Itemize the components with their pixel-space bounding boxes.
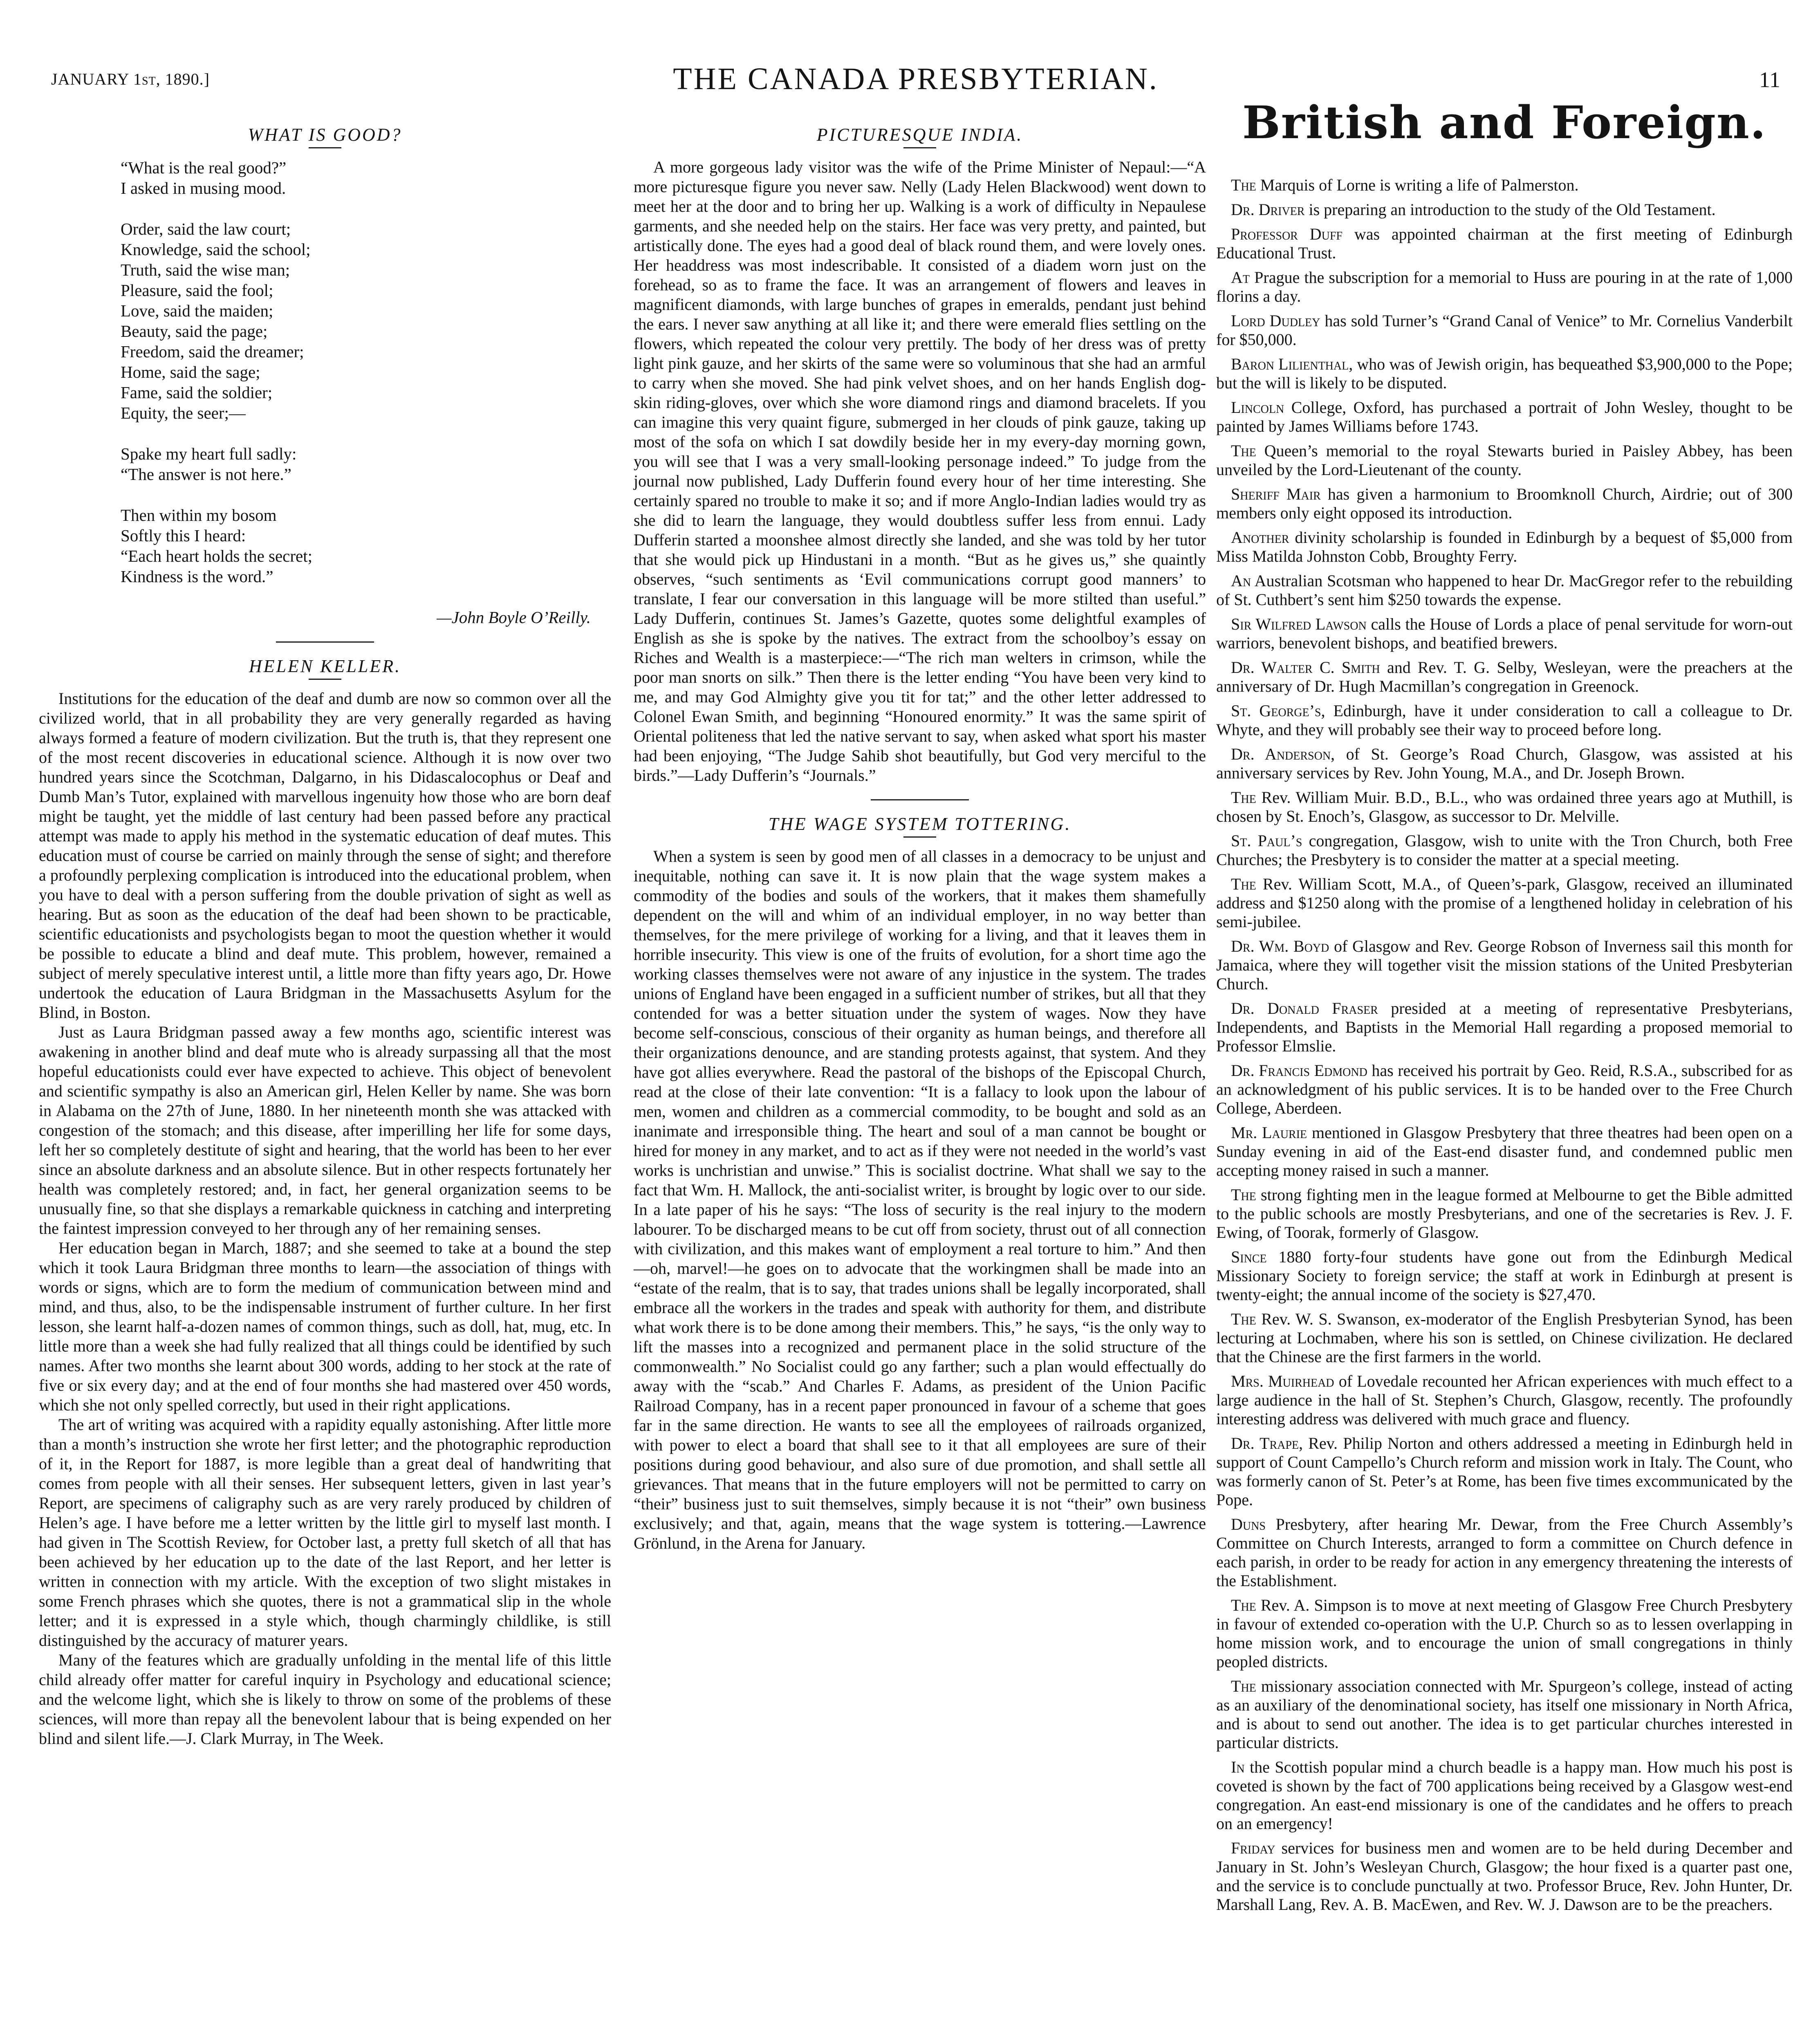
- news-item: [1216, 200, 1793, 219]
- news-item-text: divinity scholarship is founded in Edinburgh by a bequest of $5,000 from Miss Matilda Johnston Cobb, Broughty Ferry.: [1216, 528, 1793, 565]
- article-body-picturesque-india: [634, 157, 1206, 785]
- news-item-text: Rev. A. Simpson is to move at next meeting of Glasgow Free Church Presbytery in favour of extended co-operation with the U.P. Church so as to lessen overlapping in home mission work, and to encourage the union of small congregations in thinly peopled districts.: [1216, 1596, 1793, 1671]
- news-item: [1216, 1839, 1793, 1914]
- news-item-text: Presbytery, after hearing Mr. Dewar, from the Free Church Assembly’s Committee on Church Interests, arranged to form a committee on Church defence in each parish, in order to be ready for action in any emergency threatening the interests of the Establishment.: [1216, 1515, 1793, 1590]
- news-item: [1216, 1123, 1793, 1180]
- page-number: 11: [1759, 67, 1780, 92]
- news-item-text: of Glasgow and Rev. George Robson of Inverness sail this month for Jamaica, where they will together visit the mission stations of the United Presbyterian Church.: [1216, 937, 1793, 993]
- news-item-text: Queen’s memorial to the royal Stewarts buried in Paisley Abbey, has been unveiled by the Lord-Lieutenant of the county.: [1216, 442, 1793, 479]
- news-item-text: Rev. Philip Norton and others addressed a meeting in Edinburgh held in support of Count Campello’s Church reform and mission work in Italy. The Count, who was formerly canon of St. Peter’s at Rome, has been five times excommunicated by the Pope.: [1216, 1434, 1793, 1509]
- title-rule: [903, 147, 936, 148]
- news-item-text: 1880 forty-four students have gone out from the Edinburgh Medical Missionary Society to foreign service; the staff at work in Edinburgh at present is twenty-eight; the annual income of the society is $27,470.: [1216, 1248, 1793, 1304]
- news-item-lead: The: [1231, 875, 1256, 893]
- article-body-wage-system: [634, 847, 1206, 1553]
- poem-line: “The answer is not here.”: [121, 465, 291, 484]
- news-item-text: congregation, Glasgow, wish to unite with the Tron Church, both Free Churches; the Presbytery is to consider the matter at a special meeting.: [1216, 831, 1793, 869]
- poem-stanza: [121, 444, 611, 484]
- news-item-lead: Dr. Donald Fraser: [1231, 999, 1378, 1018]
- news-item: [1216, 999, 1793, 1056]
- news-item-text: calls the House of Lords a place of penal servitude for worn-out warriors, benevolent bishops, and beatified brewers.: [1216, 615, 1793, 652]
- news-item-lead: The: [1231, 1596, 1256, 1614]
- poem-line: Then within my bosom: [121, 506, 277, 524]
- news-item-lead: Friday: [1231, 1839, 1275, 1857]
- news-item-text: Edinburgh, have it under consideration to call a colleague to Dr. Whyte, and they will probably see their way to proceed before long.: [1216, 702, 1793, 739]
- poem-line: “Each heart holds the secret;: [121, 547, 312, 565]
- news-item-text: is preparing an introduction to the study of the Old Testament.: [1309, 200, 1716, 219]
- news-item: [1216, 355, 1793, 392]
- poem-stanza: [121, 505, 611, 587]
- title-rule: [903, 836, 936, 838]
- news-item-lead: Mr. Laurie: [1231, 1123, 1307, 1142]
- news-item-text: the Scottish popular mind a church beadle is a happy man. How much his post is coveted is shown by the fact of 700 applications being received by a Glasgow west-end congregation. An east-end missionary is one of the candidates and he offers to preach on an emergency!: [1216, 1758, 1793, 1833]
- news-item: [1216, 937, 1793, 993]
- news-item: [1216, 1372, 1793, 1428]
- poem-line: Pleasure, said the fool;: [121, 281, 273, 300]
- news-item-text: strong fighting men in the league formed at Melbourne to get the Bible admitted to the public schools are mostly Presbyterians, and one of the secretaries is Rev. J. F. Ewing, of Toorak, formerly of Glasgow.: [1216, 1186, 1793, 1242]
- news-item-text: services for business men and women are to be held during December and January in St. John’s Wesleyan Church, Glasgow; the hour fixed is a quarter past one, and the service is to conclude punctually at two. Professor Bruce, Rev. John Hunter, Dr. Marshall Lang, Rev. A. B. MacEwen, and Rev. W. J. Dawson are to be the preachers.: [1216, 1839, 1793, 1914]
- news-item: [1216, 268, 1793, 306]
- news-item-lead: The: [1231, 176, 1256, 194]
- poem-line: Truth, said the wise man;: [121, 260, 290, 279]
- news-item-lead: The: [1231, 1677, 1256, 1695]
- news-item: [1216, 485, 1793, 522]
- column-2: [634, 123, 1206, 1553]
- article-title-picturesque-india: PICTURESQUE INDIA.: [816, 125, 1023, 145]
- news-item: [1216, 312, 1793, 349]
- news-item: [1216, 176, 1793, 195]
- column-3: [1216, 96, 1793, 1920]
- news-item-lead: Baron Lilienthal,: [1231, 355, 1353, 373]
- news-item-lead: St. George’s,: [1231, 702, 1325, 720]
- title-rule: [309, 147, 341, 148]
- poem-line: Kindness is the word.”: [121, 567, 273, 586]
- poem-line: Knowledge, said the school;: [121, 240, 311, 259]
- news-item-text: of Lovedale recounted her African experiences with much effect to a large audience in the hall of St. Stephen’s Church, Glasgow, recently. The profoundly interesting address was delivered with much grace and fluency.: [1216, 1372, 1793, 1428]
- poem-line: “What is the real good?”: [121, 158, 287, 177]
- news-item: [1216, 1515, 1793, 1590]
- news-item-text: Rev. William Scott, M.A., of Queen’s-park, Glasgow, received an illuminated address and $1250 along with the promise of a lengthened holiday in celebration of his semi-jubilee.: [1216, 875, 1793, 931]
- news-item-lead: The: [1231, 442, 1256, 460]
- news-item: [1216, 1186, 1793, 1242]
- news-item: [1216, 1310, 1793, 1366]
- news-item-lead: Professor Duff: [1231, 225, 1343, 243]
- news-item-text: of St. George’s Road Church, Glasgow, was assisted at his anniversary services by Rev. John Young, M.A., and Dr. Joseph Brown.: [1216, 745, 1793, 782]
- news-item-text: College, Oxford, has purchased a portrait of John Wesley, thought to be painted by James Williams before 1743.: [1216, 398, 1793, 435]
- news-item-lead: Another: [1231, 528, 1289, 547]
- news-item: [1216, 615, 1793, 652]
- article-paragraph: The art of writing was acquired with a rapidity equally astonishing. After little more than a month’s instruction she wrote her first letter; and the photographic reproduction of it, in the Report for 1887, is more legible than a great deal of handwriting that comes from people with all their senses. Her subsequent letters, given in last year’s Report, are specimens of caligraphy such as are very rarely produced by children of Helen’s age. I have before me a letter written by the little girl to myself last month. I had given in The Scottish Review, for October last, a pretty full sketch of all that has been achieved by her education up to the date of the last Report, and her letter is written in connection with my article. With the exception of two slight mistakes in some French phrases which she quotes, there is not a grammatical slip in the whole letter; and it is expressed in a style which, though charmingly childlike, is still distinguished by the accuracy of maturer years.: [39, 1415, 611, 1650]
- title-rule: [309, 679, 341, 680]
- news-item-lead: Duns: [1231, 1515, 1266, 1533]
- article-paragraph: When a system is seen by good men of all classes in a democracy to be unjust and inequitable, nothing can save it. It is now plain that the wage system makes a commodity of the bodies and souls of the workers, that it makes them shamefully dependent on the will and whim of an individual employer, in no way better than themselves, for the mere privilege of working for a living, and that it leaves them in horrible insecurity. This view is one of the fruits of evolution, for a short time ago the working classes themselves were not aware of any injustice in the system. The trades unions of England have been engaged in a sufficient number of strikes, but all that they contended for was a better situation under the system of wages. Now they have become self-conscious, conscious of their organity as human beings, and therefore all their organizations denounce, and are standing protests against, that system. And they have got allies everywhere. Read the pastoral of the bishops of the Episcopal Church, read at the close of their late convention: “It is a fallacy to look upon the labour of men, women and children as a commercial commodity, to be bought and sold as an inanimate and irresponsible thing. The heart and soul of a man cannot be bought or hired for money in any market, and to act as if they were not needed in the world’s vast works is unchristian and unwise.” This is socialist doctrine. What shall we say to the fact that Wm. H. Mallock, the anti-socialist writer, is brought by logic over to our side. In a late paper of his he says: “The loss of security is the real injury to the modern labourer. To be discharged means to be cut off from society, thrust out of all connection with civilization, and this makes want of employment a real torture to him.” And then—oh, marvel!—he goes on to advocate that the workingmen shall be made into an “estate of the realm, that is to say, that trades unions shall be legally incorporated, shall embrace all the workers in the trades and speak with authority for them, and distribute what work there is to be done among their members. This,” he says, “is the only way to lift the masses into a recognized and permanent place in the solid structure of the commonwealth.” No Socialist could go any farther; such a plan would effectually do away with the “scab.” And Charles F. Adams, as president of the Union Pacific Railroad Company, has in a recent paper pronounced in favour of a scheme that goes far in the same direction. He wants to see all the employees of railroads organized, with power to elect a board that shall see to it that all employees are sure of their positions during good behaviour, and also sure of due promotion, and shall settle all grievances. That means that in the future employers will not be permitted to carry on “their” business just to suit themselves, simply because it is not “their” own business exclusively; and that, again, means that the wage system is tottering.—Lawrence Grönlund, in the Arena for January.: [634, 847, 1206, 1552]
- issue-date: JANUARY 1st, 1890.]: [51, 70, 210, 88]
- article-paragraph: Just as Laura Bridgman passed away a few months ago, scientific interest was awakening in another blind and deaf mute who is already surpassing all that the most hopeful educationists could ever have expected to achieve. This object of benevolent and scientific sympathy is also an American girl, Helen Keller by name. She was born in Alabama on the 27th of June, 1880. In her nineteenth month she was attacked with congestion of the stomach; and this disease, after imperilling her life for some days, left her so completely destitute of sight and hearing, that the world has been to her ever since an absolute darkness and an absolute silence. But in other respects fortunately her health was completely restored; and, in fact, her general organization seems to be unusually fine, so that she displays a remarkable quickness in catching and interpreting the faintest impression conveyed to her through any of her remaining senses.: [39, 1023, 611, 1237]
- news-item-lead: Since: [1231, 1248, 1267, 1266]
- poem-attribution: —John Boyle O’Reilly.: [437, 608, 591, 627]
- news-item-lead: In: [1231, 1758, 1245, 1776]
- poem-line: Order, said the law court;: [121, 220, 291, 238]
- news-item-lead: Mrs. Muirhead: [1231, 1372, 1334, 1390]
- poem-stanza: [121, 219, 611, 423]
- article-paragraph: Institutions for the education of the deaf and dumb are now so common over all the civilized world, that in all probability they are very generally regarded as having always formed a feature of modern civilization. But the truth is, that they represent one of the most recent discoveries in educational science. Although it is now over two hundred years since the Scotchman, Dalgarno, in his Didascalocophus or Deaf and Dumb Man’s Tutor, explained with marvellous ingenuity how those who are born deaf might be taught, yet the middle of last century had been passed before any practical attempt was made to apply his method in the systematic education of deaf mutes. This education must of course be carried on mainly through the sense of sight; and therefore a profoundly perplexing complication is introduced into the educational problem, when you have to deal with a person suffering from the double privation of sight as well as hearing. But as soon as the education of the deaf had been shown to be practicable, scientific educationists and psychologists began to moot the question whether it would be possible to educate a blind and deaf mute. This problem, however, remained a subject of merely speculative interest until, a little more than fifty years ago, Dr. Howe undertook the education of Laura Bridgman in the Massachusetts Asylum for the Blind, in Boston.: [39, 689, 611, 1022]
- news-item-lead: Dr. Walter C. Smith: [1231, 658, 1380, 677]
- news-item-lead: Dr. Wm. Boyd: [1231, 937, 1329, 955]
- news-item: [1216, 1061, 1793, 1118]
- poem-line: I asked in musing mood.: [121, 179, 286, 197]
- poem-title: WHAT IS GOOD?: [248, 125, 402, 145]
- news-item-lead: St. Paul’s: [1231, 831, 1302, 850]
- poem-line: Equity, the seer;—: [121, 403, 246, 422]
- news-item: [1216, 1434, 1793, 1509]
- news-item: [1216, 788, 1793, 826]
- poem-line: Love, said the maiden;: [121, 301, 273, 320]
- news-items-list: [1216, 176, 1793, 1914]
- poem-line: Beauty, said the page;: [121, 322, 268, 341]
- section-heading-british-foreign: British and Foreign.: [1242, 96, 1767, 149]
- news-item-lead: The: [1231, 1310, 1256, 1328]
- news-item-text: presided at a meeting of representative Presbyterians, Independents, and Baptists in the Memorial Hall regarding a proposed memorial to Professor Elmslie.: [1216, 999, 1793, 1055]
- news-item-lead: The: [1231, 788, 1256, 807]
- news-item: [1216, 1677, 1793, 1752]
- news-item: [1216, 831, 1793, 869]
- news-item-text: Rev. W. S. Swanson, ex-moderator of the English Presbyterian Synod, has been lecturing at Lochmaben, where his son is settled, on Chinese civilization. He declared that the Chinese are the first farmers in the world.: [1216, 1310, 1793, 1366]
- news-item-text: has sold Turner’s “Grand Canal of Venice” to Mr. Cornelius Vanderbilt for $50,000.: [1216, 312, 1793, 349]
- news-item-lead: The: [1231, 1186, 1256, 1204]
- news-item-lead: Sir Wilfred Lawson: [1231, 615, 1367, 633]
- news-item: [1216, 1596, 1793, 1671]
- news-item-lead: Lincoln: [1231, 398, 1284, 417]
- news-item-lead: Dr. Francis Edmond: [1231, 1061, 1367, 1080]
- section-divider: [871, 799, 969, 800]
- news-item: [1216, 1758, 1793, 1833]
- news-item-text: mentioned in Glasgow Presbytery that three theatres had been open on a Sunday evening in aid of the East-end disaster fund, and condemned public men accepting money raised in such a manner.: [1216, 1123, 1793, 1179]
- article-title-helen-keller: HELEN KELLER.: [249, 656, 401, 676]
- news-item-text: who was of Jewish origin, has bequeathed $3,900,000 to the Pope; but the will is likely to be disputed.: [1216, 355, 1793, 392]
- news-item-text: Marquis of Lorne is writing a life of Palmerston.: [1260, 176, 1579, 194]
- news-item: [1216, 572, 1793, 609]
- news-item: [1216, 658, 1793, 696]
- masthead-title: THE CANADA PRESBYTERIAN.: [673, 62, 1159, 96]
- news-item: [1216, 225, 1793, 262]
- news-item-lead: Dr. Anderson,: [1231, 745, 1335, 763]
- news-item: [1216, 875, 1793, 931]
- poem-line: Fame, said the soldier;: [121, 383, 273, 402]
- news-item-lead: Dr. Driver: [1231, 200, 1305, 219]
- article-paragraph: Many of the features which are gradually unfolding in the mental life of this little child already offer matter for careful inquiry in Psychology and educational science; and the welcome light, which she is likely to throw on some of the problems of these sciences, will more than repay all the benevolent labour that is being expended on her blind and silent life.—J. Clark Murray, in The Week.: [39, 1651, 611, 1748]
- news-item: [1216, 528, 1793, 566]
- news-item-lead: Dr. Trape,: [1231, 1434, 1303, 1452]
- news-item: [1216, 1248, 1793, 1304]
- article-paragraph: Her education began in March, 1887; and she seemed to take at a bound the step which it took Laura Bridgman three months to learn—the association of things with words or signs, which are to form the medium of communication between mind and mind, and thus, also, to be the indispensable instrument of further culture. In her first lesson, she learnt half-a-dozen names of common things, such as doll, hat, mug, etc. In little more than a week she had fully realized that all things could be identified by such names. After two months she learnt about 300 words, adding to her stock at the rate of five or six every day; and at the end of four months she had mastered over 450 words, which she not only spelled correctly, but used in their right applications.: [39, 1239, 611, 1414]
- news-item-text: Rev. William Muir. B.D., B.L., who was ordained three years ago at Muthill, is chosen by St. Enoch’s, Glasgow, as successor to Dr. Melville.: [1216, 788, 1793, 825]
- news-item-lead: Sheriff Mair: [1231, 485, 1321, 503]
- poem-line: Spake my heart full sadly:: [121, 444, 297, 463]
- news-item-lead: An: [1231, 572, 1251, 590]
- news-item-text: has received his portrait by Geo. Reid, R.S.A., subscribed for as an acknowledgment of his public services. It is to be handed over to the Free Church College, Aberdeen.: [1216, 1061, 1793, 1117]
- news-item-text: was appointed chairman at the first meeting of Edinburgh Educational Trust.: [1216, 225, 1793, 262]
- news-item-lead: At: [1231, 268, 1250, 287]
- section-divider: [276, 641, 374, 643]
- article-title-wage-system: THE WAGE SYSTEM TOTTERING.: [768, 814, 1071, 834]
- poem: [39, 157, 611, 628]
- news-item-text: and Rev. T. G. Selby, Wesleyan, were the preachers at the anniversary of Dr. Hugh Macmillan’s congregation in Greenock.: [1216, 658, 1793, 695]
- poem-stanza: [121, 157, 611, 198]
- news-item-text: Prague the subscription for a memorial to Huss are pouring in at the rate of 1,000 florins a day.: [1216, 268, 1793, 305]
- article-paragraph: A more gorgeous lady visitor was the wife of the Prime Minister of Nepaul:—“A more picturesque figure you never saw. Nelly (Lady Helen Blackwood) went down to meet her at the door and to bring her up. Walking is a work of difficulty in Nepaulese garments, and she needed help on the stairs. Her face was very pretty, and painted, but artistically done. The eyes had a good deal of black round them, and were lovely ones. Her headdress was most indescribable. It consisted of a diadem worn just on the forehead, so as to frame the face. It was an arrangement of flowers and leaves in magnificent diamonds, with large bunches of grapes in emeralds, pendant just behind the ears. I never saw anything at all like it; and there were emerald flies settling on the flowers, which repeated the colour very prettily. The body of her dress was of pretty light pink gauze, and her skirts of the same were so voluminous that she had an armful to carry when she moved. She had pink velvet shoes, and on her hands English dog-skin riding-gloves, over which she wore diamond rings and diamond bracelets. If you can imagine this very quaint figure, submerged in her clouds of pink gauze, taking up most of the sofa on which I sat dowdily beside her in my every-day morning gown, you will see that I was a very small-looking personage indeed.” To judge from the journal now published, Lady Dufferin found every hour of her time interesting. She certainly spared no trouble to make it so; and if more Anglo-Indian ladies would try as she did to learn the language, they would doubtless suffer less from ennui. Lady Dufferin started a moonshee almost directly she landed, and she was told by her tutor that she would pick up Hindustani in a month. “But as he gives us,” she quaintly observes, “such sentiments as ‘Evil communications corrupt good manners’ to translate, I fear our conversation in this language will be more stilted than useful.” Lady Dufferin, continues St. James’s Gazette, quotes some delightful examples of English as she is spoke by the natives. The extract from the schoolboy’s essay on Riches and Wealth is a masterpiece:—“The rich man welters in crimson, while the poor man snorts on silk.” Then there is the letter ending “You have been very kind to me, and may God Almighty give you tit for tat;” and the other letter addressed to Colonel Ewan Smith, and beginning “Honoured enormity.” It was the same spirit of Oriental politeness that led the native servant to say, when asked what sport his master had been enjoying, “The Judge Sahib shot beautifully, but God very merciful to the birds.”—Lady Dufferin’s “Journals.”: [634, 158, 1206, 784]
- news-item: [1216, 702, 1793, 739]
- column-1: [39, 123, 611, 1748]
- news-item: [1216, 745, 1793, 782]
- news-item-lead: Lord Dudley: [1231, 312, 1320, 330]
- news-item-text: missionary association connected with Mr. Spurgeon’s college, instead of acting as an auxiliary of the denominational society, has itself one missionary in North Africa, and is about to send out another. The idea is to get particular churches interested in particular districts.: [1216, 1677, 1793, 1752]
- news-item-text: Australian Scotsman who happened to hear Dr. MacGregor refer to the rebuilding of St. Cuthbert’s sent him $250 towards the expense.: [1216, 572, 1793, 609]
- news-item: [1216, 398, 1793, 436]
- poem-line: Home, said the sage;: [121, 363, 260, 381]
- poem-line: Softly this I heard:: [121, 526, 246, 545]
- news-item: [1216, 442, 1793, 479]
- article-body-helen-keller: [39, 689, 611, 1748]
- news-item-text: has given a harmonium to Broomknoll Church, Airdrie; out of 300 members only eight opposed its introduction.: [1216, 485, 1793, 522]
- poem-line: Freedom, said the dreamer;: [121, 342, 304, 361]
